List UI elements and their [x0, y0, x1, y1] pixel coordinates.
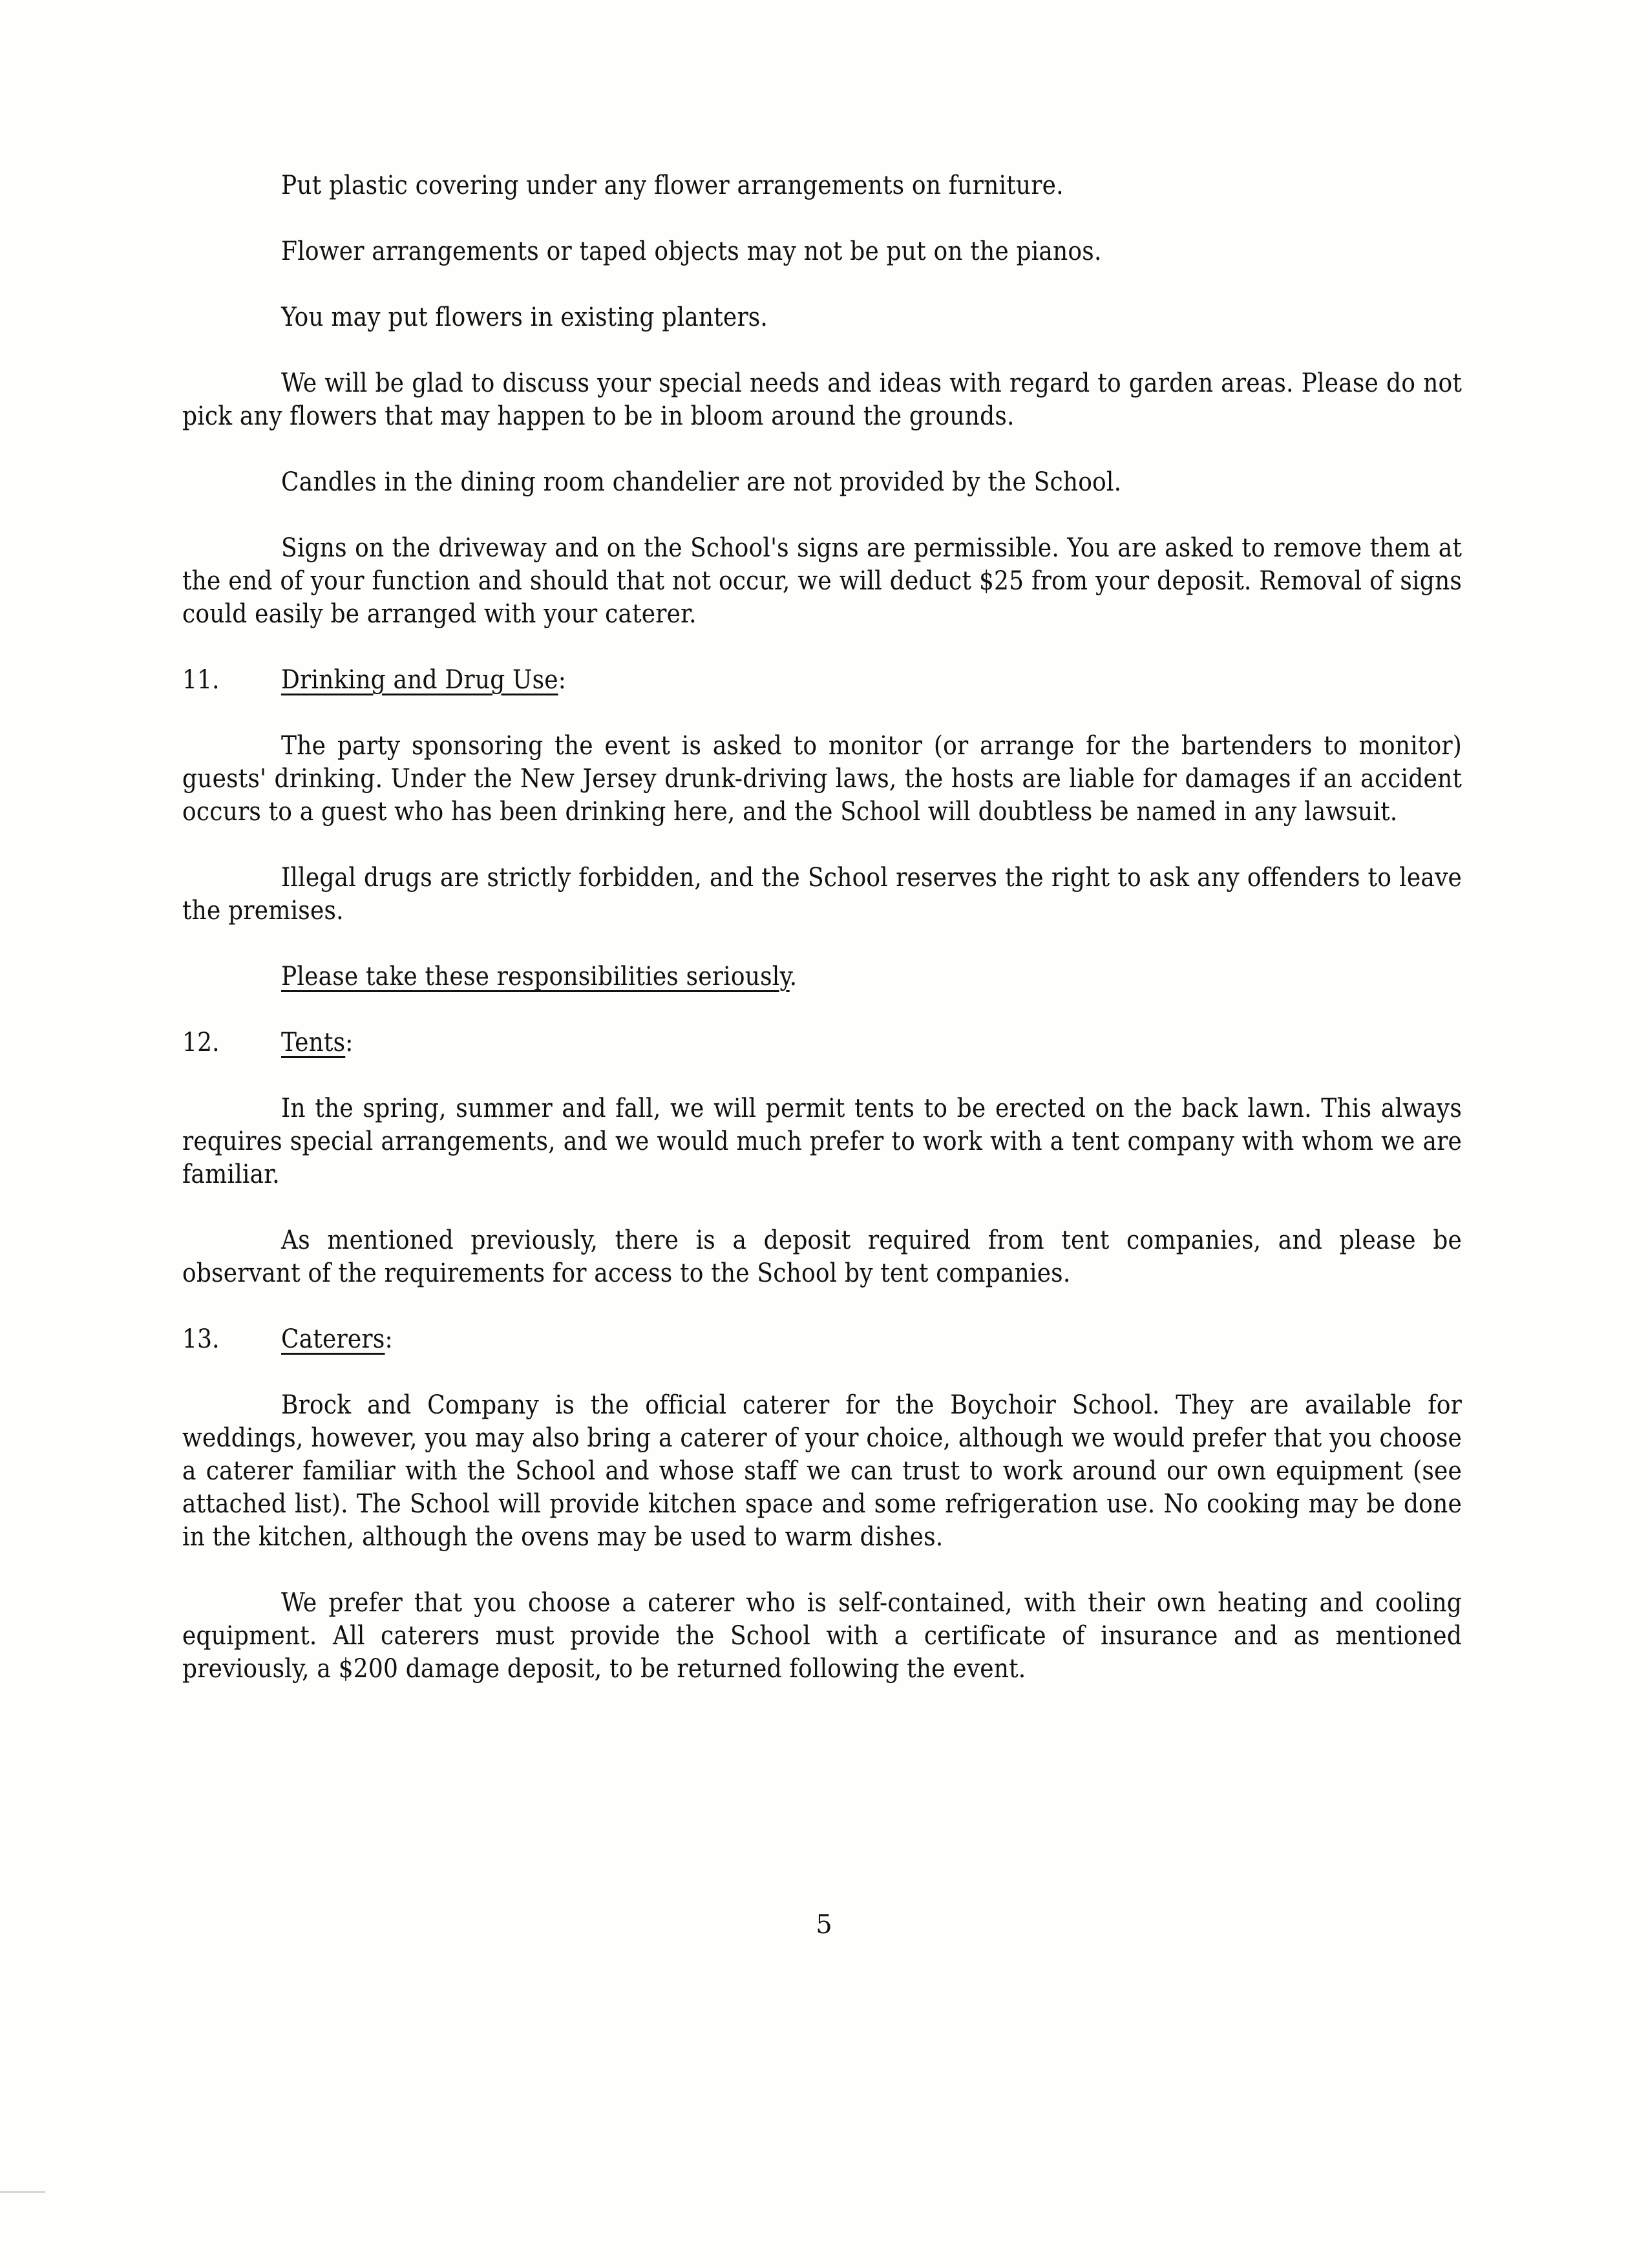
- emphasis-text: Please take these responsibilities seriously: [281, 962, 790, 991]
- paragraph-planters: You may put flowers in existing planters.: [281, 302, 768, 332]
- paragraph-illegal-drugs: Illegal drugs are strictly forbidden, and the School reserves the right to ask any offenders to leave the premises.: [182, 863, 1462, 926]
- paragraph-official-caterer: Brock and Company is the official caterer for the Boychoir School. They are available for weddings, however, you may also bring a caterer of your choice, although we would prefer that you choose a caterer familiar with the School and whose staff we can trust to work around our own equipment (see attached list). The School will provide kitchen space and some refrigeration use. No cooking may be done in the kitchen, although the ovens may be used to warm dishes.: [182, 1390, 1462, 1552]
- paragraph-garden-areas: We will be glad to discuss your special needs and ideas with regard to garden areas. Please do not pick any flowers that may happen to be in bloom around the grounds.: [182, 368, 1462, 431]
- section-number: 12.: [182, 1028, 220, 1057]
- section-colon: :: [385, 1324, 393, 1354]
- section-number: 13.: [182, 1324, 220, 1354]
- paragraph-responsibilities: [182, 960, 1462, 993]
- section-number: 11.: [182, 665, 220, 695]
- document-body: [182, 169, 1462, 1719]
- section-title: Tents: [281, 1028, 346, 1057]
- paragraph-tents-seasons: In the spring, summer and fall, we will permit tents to be erected on the back lawn. This always requires special arrangements, and we would much prefer to work with a tent company with whom we are familiar.: [182, 1094, 1462, 1189]
- paragraph-signs: Signs on the driveway and on the School's signs are permissible. You are asked to remove them at the end of your function and should that not occur, we will deduct $25 from your deposit. Removal of signs could easily be arranged with your caterer.: [182, 533, 1462, 629]
- section-title-wrap: [281, 664, 566, 697]
- section-colon: :: [345, 1028, 354, 1057]
- paragraph-tents-deposit: As mentioned previously, there is a deposit required from tent companies, and please be observant of the requirements for access to the School by tent companies.: [182, 1225, 1462, 1288]
- paragraph-self-contained-caterer: We prefer that you choose a caterer who is self-contained, with their own heating and cooling equipment. All caterers must provide the School with a certificate of insurance and as mentioned previously, a $200 damage deposit, to be returned following the event.: [182, 1588, 1462, 1684]
- paragraph-candles: Candles in the dining room chandelier are not provided by the School.: [281, 467, 1122, 497]
- paragraph-plastic-covering: Put plastic covering under any flower arrangements on furniture.: [281, 171, 1064, 200]
- section-heading-drinking: [182, 664, 1462, 697]
- section-heading-caterers: [182, 1323, 1462, 1356]
- section-title-wrap: [281, 1026, 354, 1059]
- paragraph-drinking-monitor: The party sponsoring the event is asked to monitor (or arrange for the bartenders to monitor) guests' drinking. Under the New Jersey drunk-driving laws, the hosts are liable for damages if an accident occurs to a guest who has been drinking here, and the School will doubtless be named in any lawsuit.: [182, 731, 1462, 827]
- scan-edge-mark: [0, 2191, 45, 2193]
- section-colon: :: [558, 665, 567, 695]
- section-title: Drinking and Drug Use: [281, 665, 558, 695]
- page-number: 5: [816, 1910, 832, 1940]
- section-title-wrap: [281, 1323, 393, 1356]
- paragraph-pianos: Flower arrangements or taped objects may not be put on the pianos.: [281, 237, 1102, 266]
- section-heading-tents: [182, 1026, 1462, 1059]
- emphasis-period: .: [789, 962, 798, 991]
- section-title: Caterers: [281, 1324, 385, 1354]
